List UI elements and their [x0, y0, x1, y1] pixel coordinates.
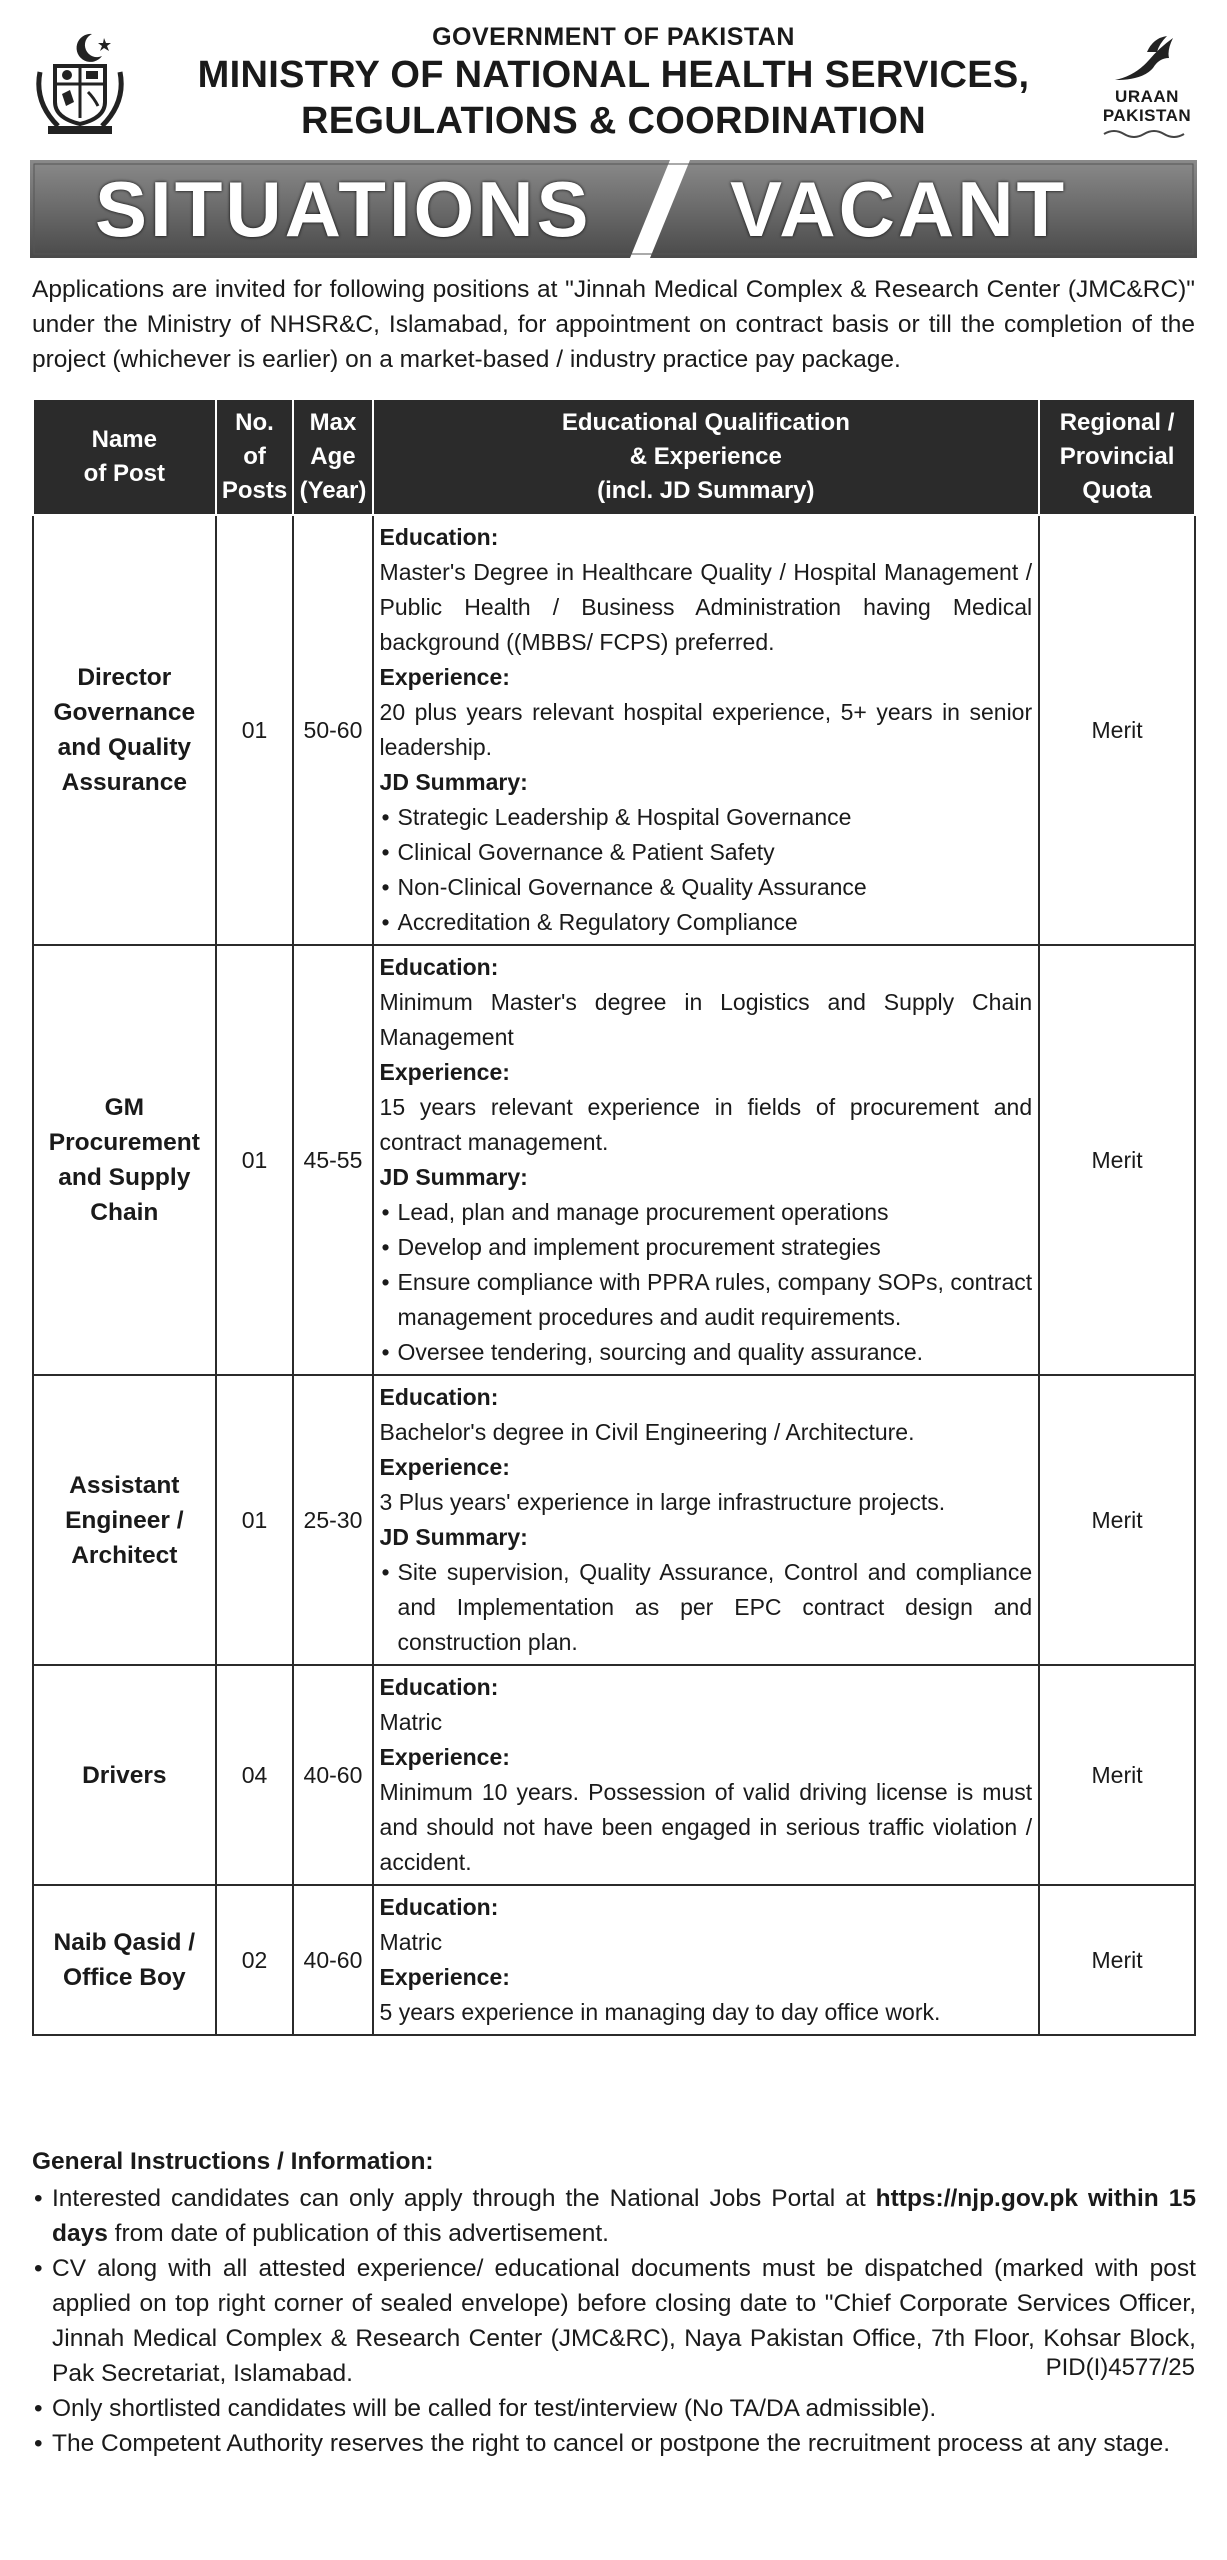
general-instructions	[32, 2144, 1196, 2461]
post-name: Drivers	[33, 1665, 216, 1885]
jd-item: • Site supervision, Quality Assurance, Control and compliance and Implementation as per EPC contract design and construction plan.	[380, 1555, 1033, 1660]
post-count: 01	[216, 515, 294, 945]
education-label: Education:	[379, 1894, 499, 1920]
experience-text: Minimum 10 years. Possession of valid driving license is must and should not have been engaged in serious traffic violation / accident.	[379, 1779, 1033, 1875]
education-text: Bachelor's degree in Civil Engineering / Architecture.	[379, 1419, 915, 1445]
header-titles	[150, 22, 1077, 144]
quota: Merit	[1039, 1665, 1195, 1885]
max-age: 45-55	[293, 945, 372, 1375]
education-text: Master's Degree in Healthcare Quality / Hospital Management / Public Health / Business Administration having Medical background ((MBBS/ FCPS) preferred.	[379, 559, 1033, 655]
situations-vacant-banner	[30, 160, 1197, 258]
jd-item: • Ensure compliance with PPRA rules, company SOPs, contract management procedures and audit requirements.	[380, 1265, 1033, 1335]
quota: Merit	[1039, 945, 1195, 1375]
header-no-of-posts: No. of Posts	[216, 400, 294, 515]
experience-label: Experience:	[379, 1059, 510, 1085]
max-age: 40-60	[293, 1885, 372, 2035]
uraan-label: URAAN	[1115, 87, 1179, 106]
post-name: Director Governance and Quality Assurance	[33, 515, 216, 945]
urdu-tagline-graphic	[1097, 128, 1197, 141]
table-row	[33, 515, 1195, 945]
intro-paragraph: Applications are invited for following positions at "Jinnah Medical Complex & Research Center (JMC&RC)" under the Ministry of NHSR&C, Islamabad, for appointment on contract basis or till the completion of the project (whichever is earlier) on a market-based / industry practice pay package.	[32, 276, 1195, 373]
uraan-pakistan-logo	[1097, 32, 1197, 152]
jd-item: • Non-Clinical Governance & Quality Assurance	[380, 870, 1033, 905]
experience-label: Experience:	[379, 664, 510, 690]
header-max-age: Max Age (Year)	[293, 400, 372, 515]
max-age: 40-60	[293, 1665, 372, 1885]
instruction-item: • The Competent Authority reserves the right to cancel or postpone the recruitment process at any stage.	[32, 2426, 1196, 2461]
experience-text: 3 Plus years' experience in large infrastructure projects.	[379, 1489, 946, 1515]
post-name: Naib Qasid / Office Boy	[33, 1885, 216, 2035]
instructions-list	[32, 2181, 1196, 2461]
table-row	[33, 945, 1195, 1375]
pid-number: PID(I)4577/25	[1045, 2354, 1195, 2381]
jd-summary-label: JD Summary:	[379, 1164, 528, 1190]
banner-situations: SITUATIONS	[95, 165, 592, 253]
quota: Merit	[1039, 515, 1195, 945]
jd-list	[380, 1555, 1033, 1660]
post-name: GM Procurement and Supply Chain	[33, 945, 216, 1375]
header-qualification: Educational Qualification & Experience (incl. JD Summary)	[373, 400, 1040, 515]
experience-text: 20 plus years relevant hospital experience, 5+ years in senior leadership.	[379, 699, 1033, 760]
education-text: Matric	[379, 1929, 443, 1955]
education-text: Matric	[379, 1709, 443, 1735]
qualification-cell	[373, 1665, 1040, 1885]
instructions-heading: General Instructions / Information:	[32, 2148, 434, 2175]
experience-label: Experience:	[379, 1454, 510, 1480]
jd-item: • Strategic Leadership & Hospital Governance	[380, 800, 1033, 835]
post-count: 04	[216, 1665, 294, 1885]
table-row	[33, 1375, 1195, 1665]
banner-vacant: VACANT	[730, 165, 1068, 253]
education-label: Education:	[379, 524, 499, 550]
pakistan-label: PAKISTAN	[1102, 106, 1192, 125]
header-quota: Regional / Provincial Quota	[1039, 400, 1195, 515]
experience-label: Experience:	[379, 1964, 510, 1990]
quota: Merit	[1039, 1375, 1195, 1665]
portal-link-text: https://njp.gov.pk within 15 days	[52, 2185, 1196, 2247]
jd-list	[380, 800, 1033, 940]
instruction-item: • Interested candidates can only apply through the National Jobs Portal at https://njp.gov.pk within 15 days from date of publication of this advertisement.	[32, 2181, 1196, 2251]
table-row	[33, 1665, 1195, 1885]
post-count: 01	[216, 945, 294, 1375]
qualification-cell	[373, 515, 1040, 945]
instruction-item: • CV along with all attested experience/ educational documents must be dispatched (marked with post applied on top right corner of sealed envelope) before closing date to "Chief Corporate Services Officer, Jinnah Medical Complex & Research Center (JMC&RC), Naya Pakistan Office, 7th Floor, Kohsar Block, Pak Secretariat, Islamabad.	[32, 2251, 1196, 2391]
qualification-cell	[373, 945, 1040, 1375]
jd-item: • Accreditation & Regulatory Compliance	[380, 905, 1033, 940]
government-title: GOVERNMENT OF PAKISTAN	[432, 23, 795, 51]
jd-item: • Clinical Governance & Patient Safety	[380, 835, 1033, 870]
education-label: Education:	[379, 954, 499, 980]
qualification-cell	[373, 1885, 1040, 2035]
jd-summary-label: JD Summary:	[379, 1524, 528, 1550]
jd-item: • Oversee tendering, sourcing and quality assurance.	[380, 1335, 1033, 1370]
positions-table	[32, 400, 1196, 2036]
experience-text: 5 years experience in managing day to day office work.	[379, 1999, 941, 2025]
education-label: Education:	[379, 1384, 499, 1410]
experience-label: Experience:	[379, 1744, 510, 1770]
table-header-row	[33, 400, 1195, 515]
max-age: 50-60	[293, 515, 372, 945]
jd-item: • Lead, plan and manage procurement operations	[380, 1195, 1033, 1230]
bird-icon	[1107, 32, 1187, 87]
instruction-item: • Only shortlisted candidates will be called for test/interview (No TA/DA admissible).	[32, 2391, 1196, 2426]
header-name-of-post: Name of Post	[33, 400, 216, 515]
qualification-cell	[373, 1375, 1040, 1665]
post-count: 01	[216, 1375, 294, 1665]
education-text: Minimum Master's degree in Logistics and Supply Chain Management	[379, 989, 1033, 1050]
ministry-title-line2: REGULATIONS & COORDINATION	[301, 100, 926, 142]
state-emblem-icon	[30, 28, 130, 138]
max-age: 25-30	[293, 1375, 372, 1665]
jd-summary-label: JD Summary:	[379, 769, 528, 795]
jd-item: • Develop and implement procurement strategies	[380, 1230, 1033, 1265]
ministry-title-line1: MINISTRY OF NATIONAL HEALTH SERVICES,	[197, 54, 1030, 96]
header	[30, 18, 1197, 153]
post-name: Assistant Engineer / Architect	[33, 1375, 216, 1665]
education-label: Education:	[379, 1674, 499, 1700]
jd-list	[380, 1195, 1033, 1370]
quota: Merit	[1039, 1885, 1195, 2035]
table-row	[33, 1885, 1195, 2035]
post-count: 02	[216, 1885, 294, 2035]
experience-text: 15 years relevant experience in fields of procurement and contract management.	[379, 1094, 1033, 1155]
